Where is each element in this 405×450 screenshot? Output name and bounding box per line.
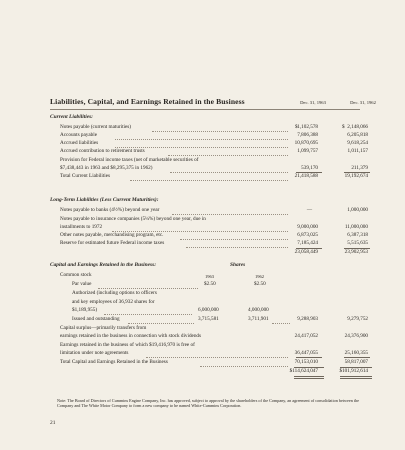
grand-total-row — [0, 368, 405, 376]
row-label: Accrued liabilities — [60, 140, 99, 146]
table-row — [0, 342, 405, 350]
row-label: Notes payable to banks (4½%) beyond one year — [60, 207, 160, 213]
shares-year-1963: 1963 — [205, 274, 214, 279]
leader-dots — [272, 318, 290, 324]
row-label: $7,438,443 in 1963 and $8,295,375 in 1962) — [60, 165, 153, 171]
dollar-sign: $ — [295, 124, 298, 130]
total-1963: 21,418,588 — [294, 173, 318, 179]
authorized-shares-1963: 6,000,000 — [198, 307, 219, 313]
row-label: Other notes payable, merchandising program, etc. — [60, 232, 164, 238]
value-1963: 1,102,578 — [297, 124, 318, 130]
row-label: Accounts payable — [60, 132, 98, 138]
row-label: Accrued contribution to retirement trusts — [60, 148, 145, 154]
double-rule — [340, 376, 372, 377]
table-row — [0, 207, 405, 215]
section-heading-current: Current Liabilities: — [50, 114, 93, 120]
row-label: Authorized (including options to officers — [72, 290, 157, 296]
section-heading-longterm: Long-Term Liabilities (Less Current Maturities): — [50, 197, 159, 203]
header-rule — [50, 109, 360, 110]
value-1962: 1,011,157 — [347, 148, 368, 154]
total-1962: 19,192,674 — [344, 173, 368, 179]
table-row — [0, 281, 405, 289]
issued-shares-1963: 3,715,581 — [198, 316, 219, 322]
row-label: earnings retained in the business in connection with stock dividends — [60, 333, 202, 339]
value-1963: 7,806,388 — [297, 132, 318, 138]
table-row — [0, 333, 405, 341]
double-rule — [294, 378, 324, 379]
table-row — [0, 325, 405, 333]
row-label: limitation under note agreements — [60, 350, 129, 356]
total-label: Total Current Liabilities — [60, 173, 111, 179]
total-row — [0, 249, 405, 257]
leader-dots — [146, 352, 288, 358]
row-label: Reserve for estimated future Federal income taxes — [60, 240, 165, 246]
row-label: Notes payable to insurance companies (5¼%) beyond one year, due in — [60, 216, 206, 222]
grand-total-1962: $101,912,614 — [339, 368, 368, 374]
authorized-shares-1962: 4,000,000 — [248, 307, 269, 313]
leader-dots — [104, 309, 192, 315]
total-1962: 58,817,007 — [344, 359, 368, 365]
total-row — [0, 359, 405, 367]
table-row — [0, 299, 405, 307]
double-rule — [294, 376, 324, 377]
dollar-sign: $ — [342, 124, 345, 130]
shares-heading: Shares — [230, 262, 246, 268]
table-row — [0, 148, 405, 156]
subtotal-rule — [296, 357, 322, 358]
value-1962: 6,387,318 — [347, 232, 368, 238]
value-1963: 24,417,052 — [294, 333, 318, 339]
table-row — [0, 132, 405, 140]
par-1963: $2.50 — [204, 281, 216, 287]
table-row — [0, 290, 405, 298]
value-1962: 1,000,000 — [347, 207, 368, 213]
table-row — [0, 272, 405, 280]
leader-dots — [186, 242, 288, 248]
leader-dots — [128, 318, 194, 324]
table-row — [0, 316, 405, 324]
value-1962: 2,148,066 — [347, 124, 368, 130]
value-1963: 9,000,000 — [297, 224, 318, 230]
leader-dots — [200, 361, 288, 367]
table-row — [0, 157, 405, 165]
row-label: Par value — [72, 281, 92, 287]
shares-year-1962: 1962 — [255, 274, 264, 279]
value-1963: — — [306, 207, 312, 213]
total-row — [0, 173, 405, 181]
statement-title: Liabilities, Capital, and Earnings Retained in the Business — [50, 97, 245, 106]
value-1963: 36,447,055 — [294, 350, 318, 356]
value-1963: 539,170 — [301, 165, 318, 171]
double-rule — [340, 378, 372, 379]
total-1962: 23,902,953 — [344, 249, 368, 255]
leader-dots — [98, 283, 198, 289]
table-row — [0, 232, 405, 240]
value-1962: 25,160,355 — [344, 350, 368, 356]
value-1962: 211,379 — [351, 165, 368, 171]
value-1963: 10,870,695 — [294, 140, 318, 146]
total-1963: 23,058,449 — [294, 249, 318, 255]
value-1962: 24,376,900 — [344, 333, 368, 339]
value-1963: 9,288,903 — [297, 316, 318, 322]
value-1962: 9,618,254 — [347, 140, 368, 146]
table-row — [0, 240, 405, 248]
table-row — [0, 224, 405, 232]
table-row — [0, 124, 405, 132]
table-row — [0, 216, 405, 224]
row-label: $1,189,955) — [72, 307, 98, 313]
row-label: Notes payable (current maturities) — [60, 124, 132, 130]
column-header-1962: Dec. 31, 1962 — [350, 100, 376, 105]
row-label: Capital surplus—primarily transfers from — [60, 325, 147, 331]
row-label: Earnings retained in the business of which $19,416,970 is free of — [60, 342, 195, 348]
subtotal-rule — [344, 357, 370, 358]
value-1962: 5,515,635 — [347, 240, 368, 246]
total-label: Total Capital and Earnings Retained in the Business — [60, 359, 168, 365]
page-number: 21 — [50, 420, 56, 426]
leader-dots — [168, 150, 288, 156]
total-1963: 70,153,010 — [294, 359, 318, 365]
section-heading-capital: Capital and Earnings Retained in the Business: — [50, 262, 157, 268]
row-label: and key employees of 36,932 shares for — [72, 299, 155, 305]
issued-shares-1962: 3,711,901 — [248, 316, 269, 322]
value-1962: 9,279,752 — [347, 316, 368, 322]
row-label: Issued and outstanding — [72, 316, 120, 322]
value-1963: 7,185,424 — [297, 240, 318, 246]
row-label: Provision for Federal income taxes (net of marketable securities of — [60, 157, 199, 163]
column-header-1963: Dec. 31, 1963 — [300, 100, 326, 105]
value-1962: 11,000,000 — [344, 224, 368, 230]
grand-total-1963: $114,624,047 — [289, 368, 318, 374]
value-1963: 6,873,025 — [297, 232, 318, 238]
value-1962: 6,205,818 — [347, 132, 368, 138]
par-1962: $2.50 — [254, 281, 266, 287]
leader-dots — [172, 209, 288, 215]
row-label: Common stock — [60, 272, 92, 278]
value-1963: 1,099,757 — [297, 148, 318, 154]
table-row — [0, 307, 405, 315]
row-label: installments to 1972 — [60, 224, 103, 230]
leader-dots — [130, 175, 288, 181]
footnote: Note: The Board of Directors of Cummins Engine Company, Inc. has approved, subject to approval by the shareholders of the Company, an agreement of consolidation between the Company and The White Motor Company to form a new company to be named White-Cummins Corporation. — [57, 398, 359, 409]
table-row — [0, 140, 405, 148]
